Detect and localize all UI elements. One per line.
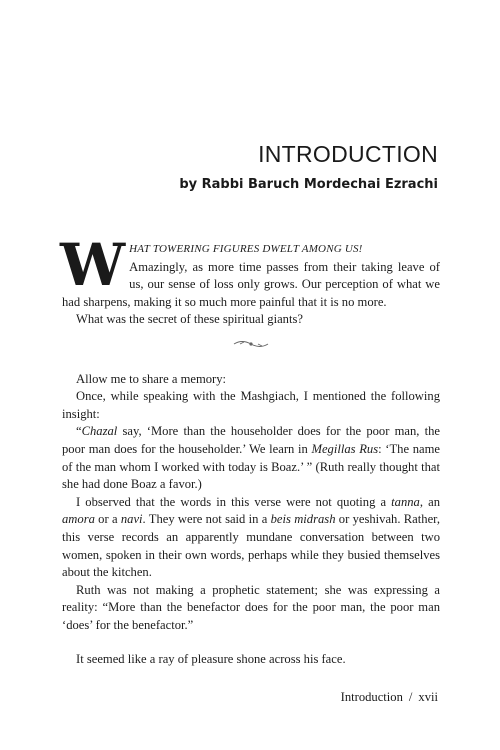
term-amora: amora [62,512,95,527]
quote-part2: : ‘The name of the man whom I worked with today is Boaz.’ ” (Ruth really thought that she had done Boaz a favor.) [62,441,440,492]
page-number: xvii [418,690,438,704]
quote-open: “ [76,424,82,439]
paragraph-quote [62,423,440,493]
term-chazal: Chazal [81,424,118,439]
paragraph-secret: What was the secret of these spiritual giants? [76,312,303,327]
chapter-title: INTRODUCTION [258,141,438,167]
footer-section: Introduction [340,690,403,704]
footer-separator: / [408,690,413,704]
paragraph-observed [62,494,440,582]
opening-lead: HAT TOWERING FIGURES DWELT AMONG US! [129,243,363,255]
paragraph-once: Once, while speaking with the Mashgiach, I mentioned the following insight: [62,389,440,421]
chapter-author: by Rabbi Baruch Mordechai Ezrachi [179,177,438,192]
observed-part2: , an [419,494,440,509]
observed-part1: I observed that the words in this verse were not quoting a [76,494,392,509]
ornament-divider-icon [62,335,440,353]
paragraph-gap [62,634,440,651]
term-navi: navi [120,512,143,527]
paragraph-ruth: Ruth was not making a prophetic statement; she was expressing a reality: “More than the benefactor does for the poor man, the poor man ‘does’ for the benefactor.” [62,582,440,632]
opening-paragraph [60,231,440,311]
observed-part4: . They were not said in a [142,512,271,527]
paragraph-memory: Allow me to share a memory: [76,371,227,386]
term-megillas-rus: Megillas Rus [311,441,379,456]
term-tanna: tanna [391,494,420,509]
paragraph-ray: It seemed like a ray of pleasure shone across his face. [76,652,346,667]
opening-text: Amazingly, as more time passes from their taking leave of us, our sense of loss only grows. Our perception of what we had sharpens, making it so much more painful that it is no more. [62,259,440,309]
body-text [60,231,440,669]
running-footer [341,690,438,705]
observed-part3: or a [94,512,121,527]
drop-cap: W [60,231,126,299]
quote-part1: say, ‘More than the householder does for the poor man, the poor man does for the householder.’ We learn in [62,424,440,456]
term-beis-midrash: beis midrash [270,512,336,527]
observed-part5: or yeshivah. Rather, this verse records an apparently mundane conversation between two women, spoken in their own words, perhaps while they busied themselves about the kitchen. [62,512,440,580]
